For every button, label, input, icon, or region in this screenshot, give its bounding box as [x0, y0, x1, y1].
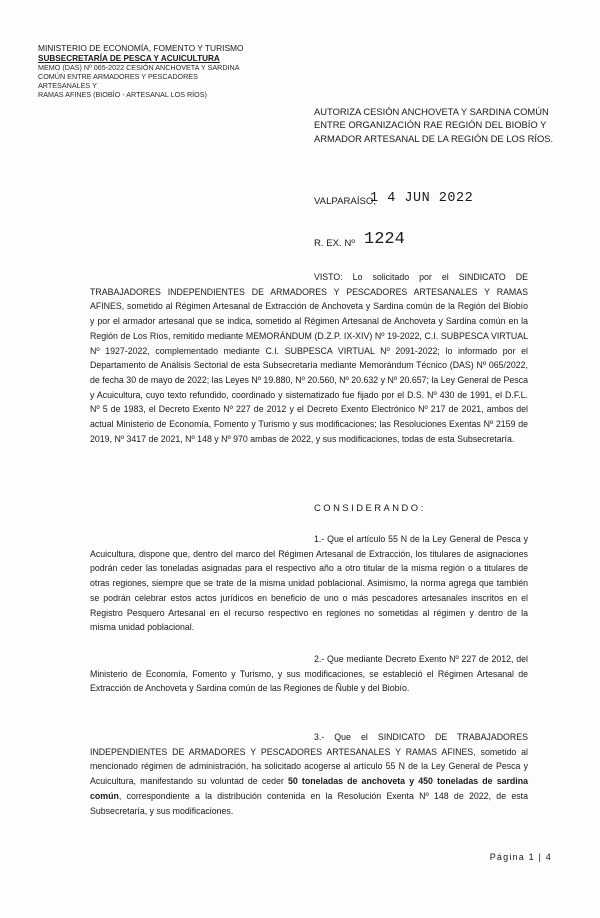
- resolution-label: R. EX. Nº: [314, 238, 355, 249]
- reference-line: MEMO (DAS) Nº 065-2022 CESIÓN ANCHOVETA Y SARDINA: [38, 63, 240, 73]
- p3-text: 3.- Que el SINDICATO DE TRABAJADORES INDEPENDIENTES DE ARMADORES Y PESCADORES ARTESANALES Y RAMAS AFINES, sometido al mencionado régimen de administración, ha solicitado acogerse al artículo 55 N de la Ley General de Pesca y Acuicultura, manifestando su voluntad de ceder: [90, 732, 528, 787]
- place-date: [314, 191, 564, 207]
- considerando-paragraph-1: 1.- Que el artículo 55 N de la Ley General de Pesca y Acuicultura, dispone que, dentro del marco del Régimen Artesanal de Extracción, los titulares de asignaciones podrán ceder las toneladas asignadas para el respectivo año a otro titular de la misma región o a titulares de otras regiones, siempre que se trate de la misma unidad poblacional. Asimismo, la norma agrega que también se podrán celebrar estos actos jurídicos en beneficio de uno o más pescadores artesanales inscritos en el Registro Pesquero Artesanal en el recurso respectivo en regiones no sometidas al régimen y dentro de la misma unidad poblacional.: [90, 534, 528, 633]
- subsecretaria-name: SUBSECRETARÍA DE PESCA Y ACUICULTURA: [38, 53, 220, 63]
- ministry-name: MINISTERIO DE ECONOMÍA, FOMENTO Y TURISMO: [38, 43, 244, 53]
- considerando-paragraph-2: 2.- Que mediante Decreto Exento Nº 227 de 2012, del Ministerio de Economía, Fomento y Turismo, y sus modificaciones, se estableció el Régimen Artesanal de Extracción de Anchoveta y Sardina común de las Regiones de Ñuble y del Biobío.: [90, 654, 528, 694]
- considerando-paragraph-3: [90, 730, 528, 818]
- p3-bold-quantity: 50 toneladas de anchoveta y 450 toneladas de sardina común: [90, 776, 528, 801]
- date-stamp: 1 4 JUN 2022: [370, 191, 474, 206]
- considerando-heading: CONSIDERANDO:: [314, 502, 426, 513]
- resolution-number-block: [314, 230, 405, 249]
- resolution-number: 1224: [364, 230, 405, 249]
- letterhead: [38, 44, 248, 99]
- reference-line: RAMAS AFINES (BIOBÍO - ARTESANAL LOS RÍOS): [38, 90, 207, 100]
- visto-paragraph: VISTO: Lo solicitado por el SINDICATO DE TRABAJADORES INDEPENDIENTES DE ARMADORES Y PESCADORES ARTESANALES Y RAMAS AFINES, sometido al Régimen Artesanal de Extracción de Anchoveta y Sardina común de la Región del Biobío y por el armador artesanal que se indica, sometido al Régimen Artesanal de Anchoveta y Sardina común en la Región de Los Ríos, remitido mediante MEMORÁNDUM (D.Z.P. IX-XIV) Nº 19-2022, C.I. SUBPESCA VIRTUAL Nº 1927-2022, complementado mediante C.I. SUBPESCA VIRTUAL Nº 2091-2022; lo informado por el Departamento de Análisis Sectorial de esta Subsecretaría mediante Memorándum Técnico (DAS) Nº 065/2022, de fecha 30 de mayo de 2022; las Leyes Nº 19.880, Nº 20.560, Nº 20.632 y Nº 20.657; la Ley General de Pesca y Acuicultura, cuyo texto refundido, coordinado y sistematizado fue fijado por el D.S. Nº 430 de 1991, el D.F.L. Nº 5 de 1983, el Decreto Exento Nº 227 de 2012 y el Decreto Exento Electrónico Nº 217 de 2021, ambos del actual Ministerio de Economía, Fomento y Turismo y sus modificaciones; las Resoluciones Exentas Nº 2159 de 2019, Nº 3417 de 2021, Nº 148 y Nº 970 ambas de 2022, y sus modificaciones, todas de esta Subsecretaría.: [90, 272, 528, 444]
- resolution-subject: AUTORIZA CESIÓN ANCHOVETA Y SARDINA COMÚN ENTRE ORGANIZACIÓN RAE REGIÓN DEL BIOBÍO Y ARMADOR ARTESANAL DE LA REGIÓN DE LOS RÍOS.: [314, 106, 554, 144]
- reference-line: COMÚN ENTRE ARMADORES Y PESCADORES ARTESANALES Y: [38, 72, 198, 91]
- city: VALPARAÍSO,: [314, 196, 377, 207]
- p3-text-end: , correspondiente a la distribución contenida en la Resolución Exenta Nº 148 de 2022, de esta Subsecretaría, y sus modificaciones.: [90, 790, 528, 816]
- page-number: Página 1 | 4: [489, 852, 552, 862]
